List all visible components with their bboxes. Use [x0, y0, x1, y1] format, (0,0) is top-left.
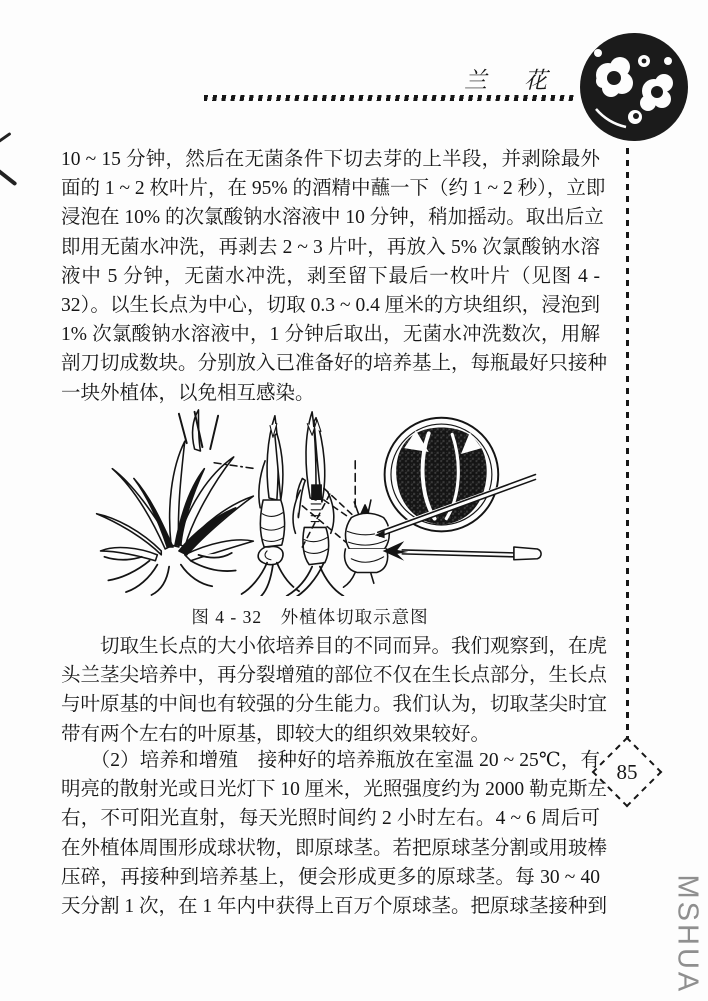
edge-ink-mark	[0, 168, 17, 186]
text-line: 即用无菌水冲洗，再剥去 2 ~ 3 片叶，再放入 5% 次氯酸钠水溶	[61, 236, 600, 258]
text-line: 与叶原基的中间也有较强的分生能力。我们认为，切取茎尖时宜	[61, 694, 608, 716]
marked-shoot-drawing	[287, 412, 344, 596]
vertical-dotted-rule	[626, 148, 629, 744]
text-line: 液中 5 分钟，无菌水冲洗，剥至留下最后一枚叶片（见图 4 -	[61, 265, 600, 287]
stripped-shoot-drawing	[242, 416, 301, 596]
text-line: 压碎，再接种到培养基上，便会形成更多的原球茎。每 30 ~ 40	[61, 866, 600, 888]
text-line: 剖刀切成数块。分别放入已准备好的培养基上，每瓶最好只接种	[61, 353, 608, 375]
page-number: 85	[616, 759, 638, 784]
header-dashed-rule	[204, 95, 576, 101]
orchid-plant-drawing	[97, 410, 254, 595]
text-line: 一块外植体，以免相互感染。	[61, 382, 315, 404]
text-line: 头兰茎尖培养中，再分裂增殖的部位不仅在生长点部分，生长点	[61, 665, 608, 687]
paragraph-growth-point-size	[61, 632, 608, 749]
text-line: 32）。以生长点为中心，切取 0.3 ~ 0.4 厘米的方块组织，浸泡到	[61, 294, 600, 316]
scalpel-arrow-drawing	[383, 541, 541, 561]
figure-4-32-explant-excision-illustration	[88, 404, 548, 596]
text-line: 面的 1 ~ 2 枚叶片，在 95% 的酒精中蘸一下（约 1 ~ 2 秒），立即	[61, 178, 606, 200]
text-line: 在外植体周围形成球状物，即原球茎。若把原球茎分割或用玻棒	[61, 837, 608, 859]
watermark-text: MSHUA	[671, 874, 704, 995]
text-line: 天分割 1 次，在 1 年内中获得上百万个原球茎。把原球茎接种到	[61, 895, 608, 917]
edge-ink-mark	[0, 132, 12, 143]
text-line: 10 ~ 15 分钟，然后在无菌条件下切去芽的上半段，并剥除最外	[61, 149, 600, 170]
figure-caption: 图 4 - 32 外植体切取示意图	[191, 607, 429, 627]
text-line: （2）培养和增殖 接种好的培养瓶放在室温 20 ~ 25℃，有	[61, 750, 600, 771]
text-line: 右，不可阳光直射，每天光照时间约 2 小时左右。4 ~ 6 周后可	[61, 808, 600, 830]
text-line: 带有两个左右的叶原基，即较大的组织效果较好。	[61, 723, 491, 745]
excision-site-mark	[311, 484, 322, 500]
text-line: 1% 次氯酸钠水溶液中，1 分钟后取出，无菌水冲洗数次，用解	[61, 324, 600, 346]
paragraph-sterilization-steps	[61, 145, 608, 408]
text-line: 浸泡在 10% 的次氯酸钠水溶液中 10 分钟，稍加摇动。取出后立	[61, 207, 604, 229]
text-line: 明亮的散射光或日光灯下 10 厘米，光照强度约为 2000 勒克斯左	[61, 779, 608, 801]
text-line: 切取生长点的大小依培养目的不同而异。我们观察到，在虎	[61, 636, 608, 657]
running-head-title: 兰 花	[464, 68, 554, 93]
flower-medallion-icon	[578, 31, 690, 143]
paragraph-culture-and-propagation	[61, 746, 608, 921]
